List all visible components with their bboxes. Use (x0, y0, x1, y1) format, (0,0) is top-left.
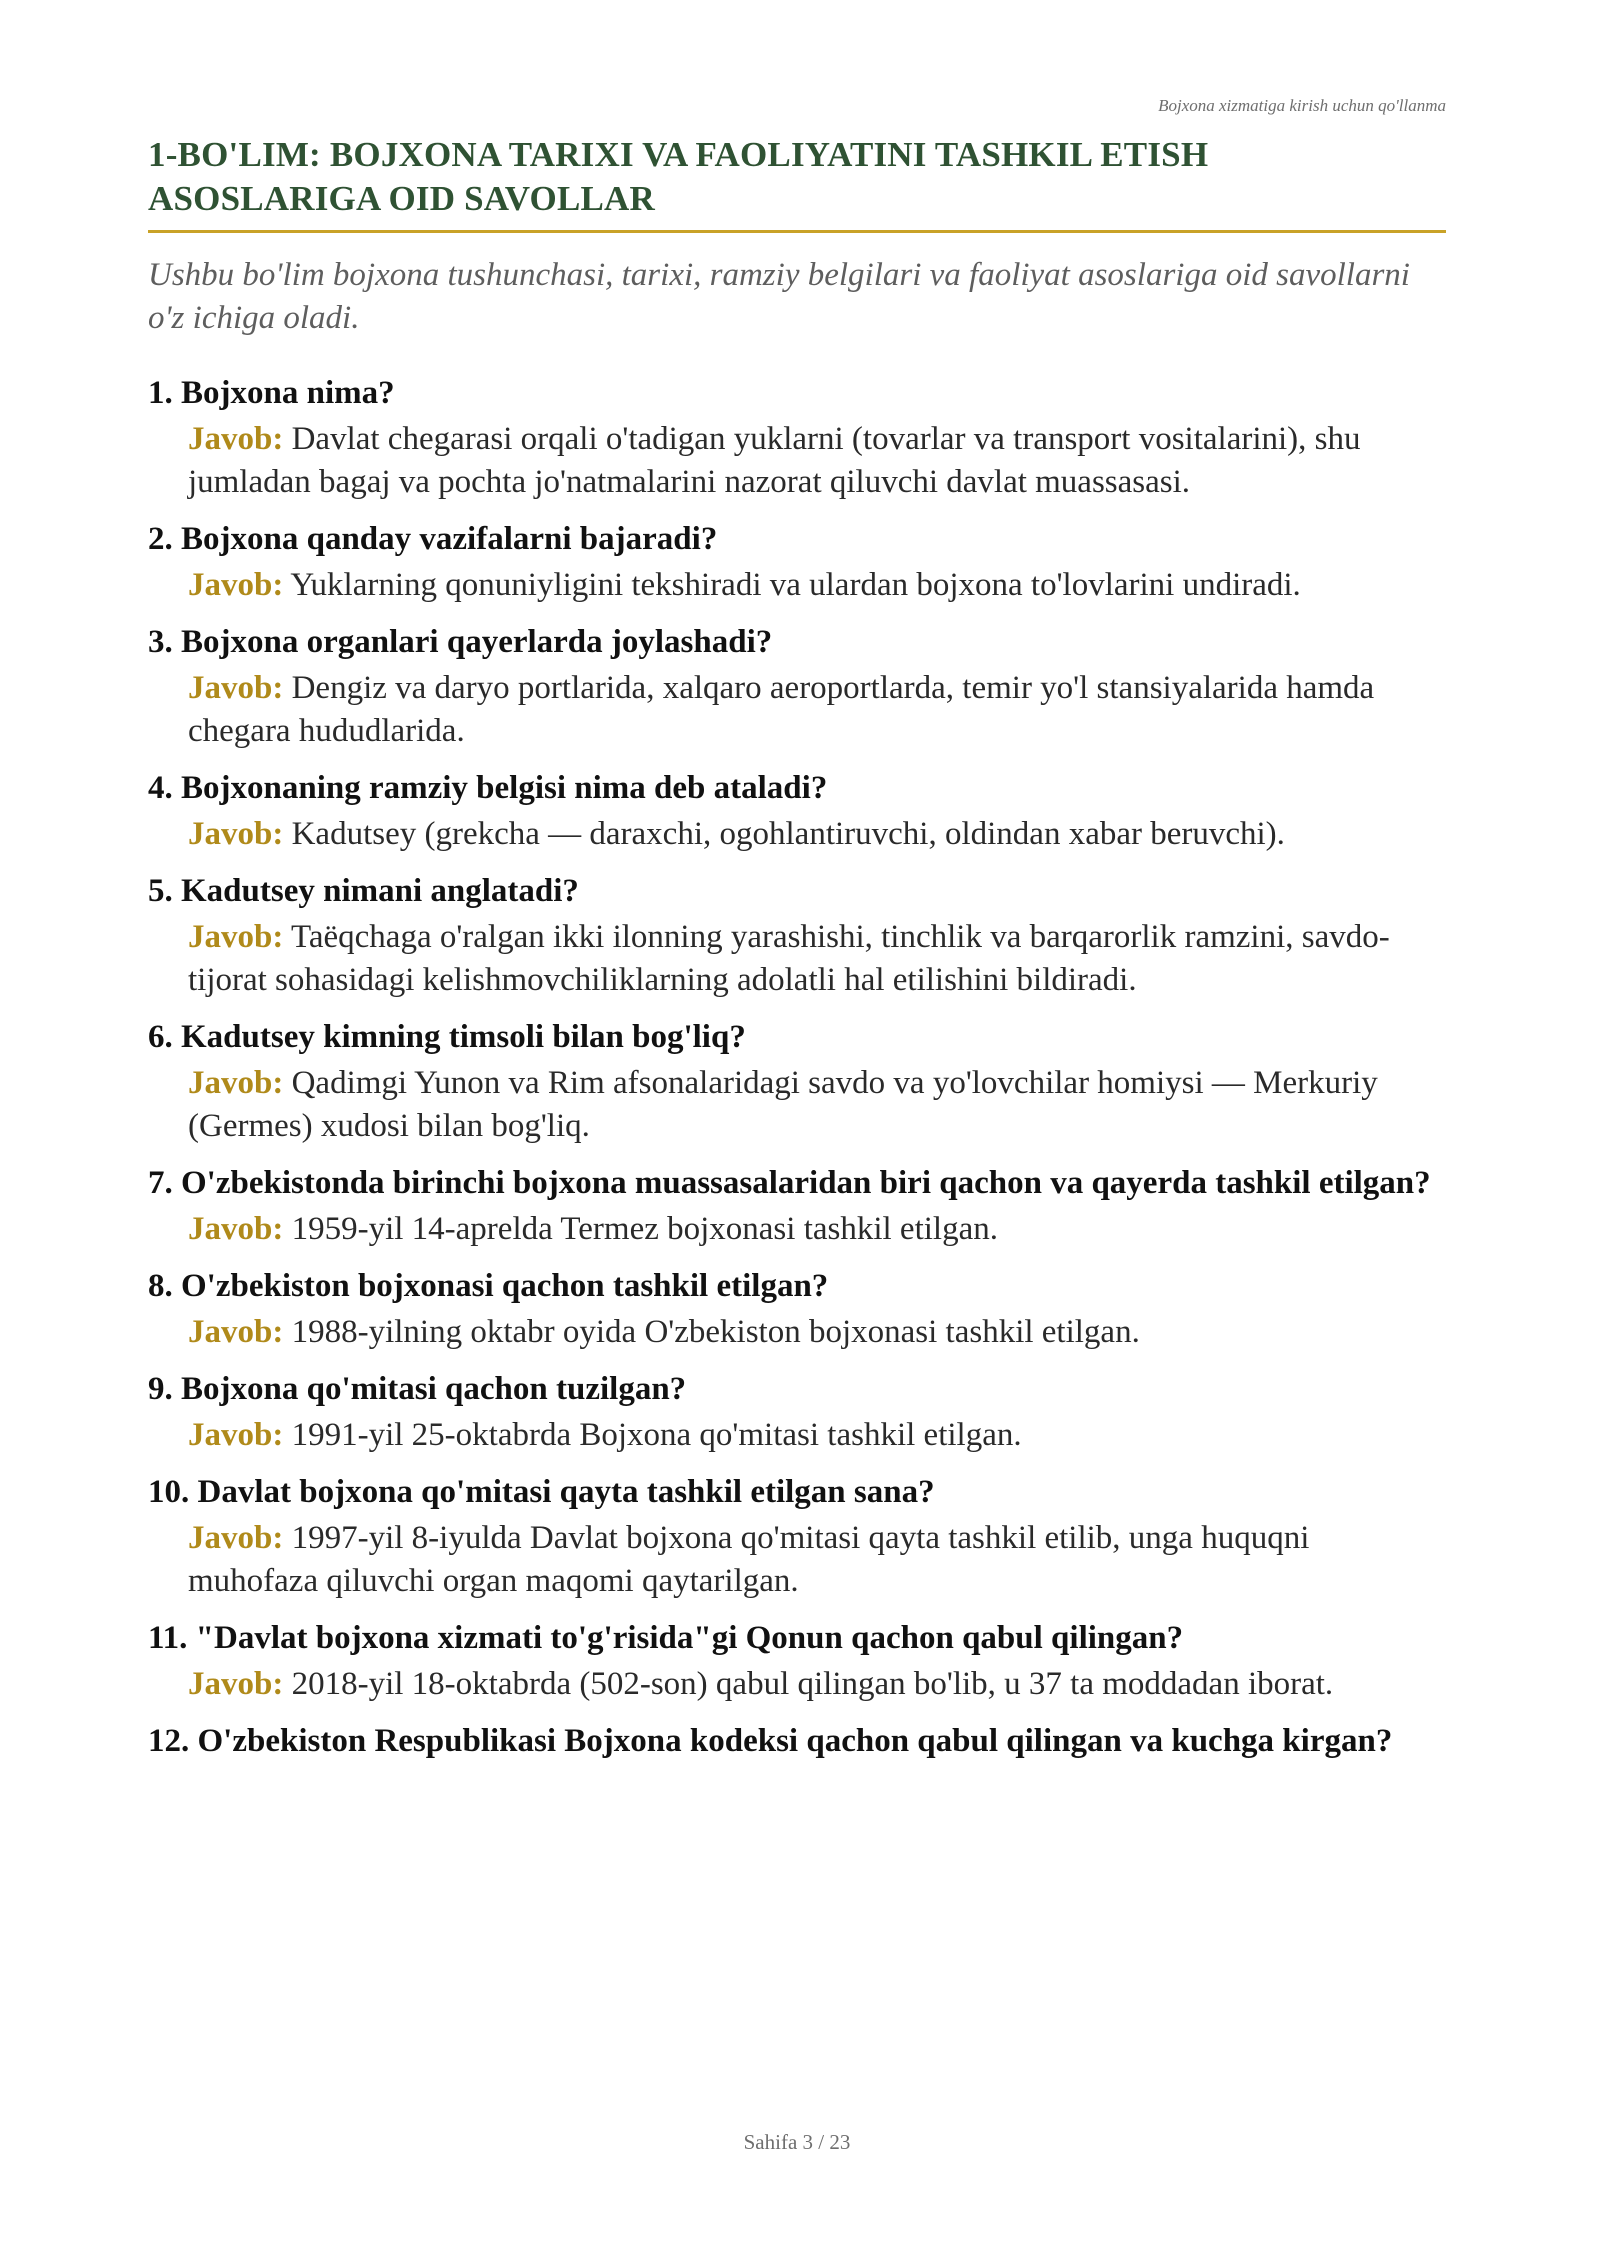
qa-item (148, 1617, 1446, 1706)
answer (188, 564, 1446, 607)
question: 3. Bojxona organlari qayerlarda joylashadi? (148, 624, 773, 660)
question: 12. O'zbekiston Respublikasi Bojxona kodeksi qachon qabul qilingan va kuchga kirgan? (148, 1723, 1393, 1759)
qa-item (148, 1016, 1446, 1148)
answer-label: Javob: (188, 1520, 284, 1556)
answer-text: 2018-yil 18-oktabrda (502-son) qabul qilingan bo'lib, u 37 ta moddadan iborat. (291, 1666, 1334, 1702)
answer-text: 1988-yilning oktabr oyida O'zbekiston bojxonasi tashkil etilgan. (291, 1314, 1140, 1350)
answer-text: Taëqchaga o'ralgan ikki ilonning yarashishi, tinchlik va barqarorlik ramzini, savdo-tijorat sohasidagi kelishmovchiliklarning adolatli hal etilishini bildiradi. (188, 919, 1390, 998)
section-title: 1-BO'LIM: BOJXONA TARIXI VA FAOLIYATINI TASHKIL ETISH ASOSLARIGA OID SAVOLLAR (148, 135, 1209, 218)
answer-text: 1991-yil 25-oktabrda Bojxona qo'mitasi tashkil etilgan. (291, 1417, 1022, 1453)
question: 6. Kadutsey kimning timsoli bilan bog'liq? (148, 1019, 746, 1055)
page-number: Sahifa 3 / 23 (743, 2130, 851, 2154)
answer (188, 1663, 1446, 1706)
answer-label: Javob: (188, 816, 284, 852)
answer (188, 1062, 1446, 1148)
qa-item (148, 870, 1446, 1002)
question: 5. Kadutsey nimani anglatadi? (148, 873, 579, 909)
question: 1. Bojxona nima? (148, 375, 395, 411)
answer-label: Javob: (188, 919, 284, 955)
question: 7. O'zbekistonda birinchi bojxona muassasalaridan biri qachon va qayerda tashkil etilgan? (148, 1165, 1431, 1201)
answer-text: Kadutsey (grekcha — daraxchi, ogohlantiruvchi, oldindan xabar beruvchi). (291, 816, 1285, 852)
answer-label: Javob: (188, 1417, 284, 1453)
answer-label: Javob: (188, 670, 284, 706)
answer (188, 1208, 1446, 1251)
question: 2. Bojxona qanday vazifalarni bajaradi? (148, 521, 718, 557)
title-divider (148, 230, 1446, 233)
question: 8. O'zbekiston bojxonasi qachon tashkil etilgan? (148, 1268, 829, 1304)
answer (188, 1311, 1446, 1354)
answer (188, 418, 1446, 504)
question: 11. "Davlat bojxona xizmati to'g'risida"gi Qonun qachon qabul qilingan? (148, 1620, 1184, 1656)
answer (188, 667, 1446, 753)
qa-item (148, 1471, 1446, 1603)
answer (188, 1517, 1446, 1603)
running-header: Bojxona xizmatiga kirish uchun qo'llanma (1158, 96, 1446, 115)
answer-label: Javob: (188, 567, 284, 603)
answer-label: Javob: (188, 1314, 284, 1350)
qa-item (148, 518, 1446, 607)
question: 9. Bojxona qo'mitasi qachon tuzilgan? (148, 1371, 687, 1407)
answer (188, 813, 1446, 856)
answer-text: Yuklarning qonuniyligini tekshiradi va ulardan bojxona to'lovlarini undiradi. (290, 567, 1301, 603)
qa-item (148, 1720, 1446, 1763)
answer (188, 1414, 1446, 1457)
answer (188, 916, 1446, 1002)
qa-item (148, 767, 1446, 856)
answer-text: Dengiz va daryo portlarida, xalqaro aeroportlarda, temir yo'l stansiyalarida hamda chegara hududlarida. (188, 670, 1375, 749)
qa-item (148, 372, 1446, 504)
answer-text: 1959-yil 14-aprelda Termez bojxonasi tashkil etilgan. (291, 1211, 998, 1247)
question: 4. Bojxonaning ramziy belgisi nima deb ataladi? (148, 770, 828, 806)
question: 10. Davlat bojxona qo'mitasi qayta tashkil etilgan sana? (148, 1474, 935, 1510)
answer-text: Qadimgi Yunon va Rim afsonalaridagi savdo va yo'lovchilar homiysi — Merkuriy (Germes) xudosi bilan bog'liq. (188, 1065, 1378, 1144)
answer-label: Javob: (188, 1065, 284, 1101)
answer-text: Davlat chegarasi orqali o'tadigan yuklarni (tovarlar va transport vositalarini), shu jumladan bagaj va pochta jo'natmalarini nazorat qiluvchi davlat muassasasi. (188, 421, 1361, 500)
answer-label: Javob: (188, 421, 284, 457)
qa-item (148, 621, 1446, 753)
answer-label: Javob: (188, 1211, 284, 1247)
answer-label: Javob: (188, 1666, 284, 1702)
document-page (148, 0, 1446, 2262)
answer-text: 1997-yil 8-iyulda Davlat bojxona qo'mitasi qayta tashkil etilib, unga huquqni muhofaza qiluvchi organ maqomi qaytarilgan. (188, 1520, 1310, 1599)
qa-list (148, 372, 1446, 1777)
section-intro: Ushbu bo'lim bojxona tushunchasi, tarixi, ramziy belgilari va faoliyat asoslariga oid savollarni o'z ichiga oladi. (148, 257, 1410, 336)
qa-item (148, 1162, 1446, 1251)
qa-item (148, 1265, 1446, 1354)
qa-item (148, 1368, 1446, 1457)
